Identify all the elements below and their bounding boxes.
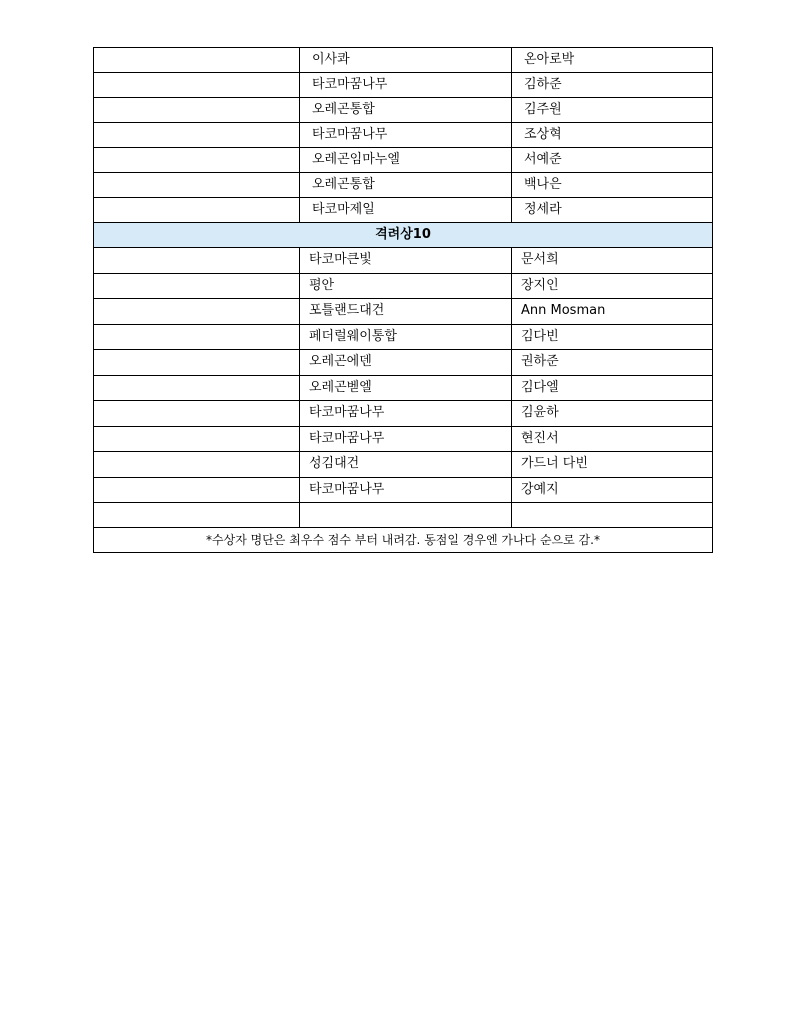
organization-cell: 평안 <box>300 273 512 299</box>
empty-cell <box>94 98 300 123</box>
recipient-name-cell: 서예준 <box>512 148 713 173</box>
table-row <box>94 73 713 98</box>
empty-cell <box>300 503 512 528</box>
recipient-name-cell: 김윤하 <box>512 401 713 427</box>
organization-cell: 성김대건 <box>300 452 512 478</box>
table-row <box>94 350 713 376</box>
empty-cell <box>94 173 300 198</box>
footnote: *수상자 명단은 최우수 점수 부터 내려감. 동점일 경우엔 가나다 순으로 감.* <box>94 528 713 553</box>
section-header-row <box>94 223 713 248</box>
empty-cell <box>94 350 300 376</box>
organization-cell: 타코마꿈나무 <box>300 73 512 98</box>
awards-table <box>93 47 713 553</box>
empty-cell <box>94 273 300 299</box>
organization-cell: 타코마꿈나무 <box>300 401 512 427</box>
empty-cell <box>94 148 300 173</box>
empty-cell <box>94 324 300 350</box>
organization-cell: 포틀랜드대건 <box>300 299 512 325</box>
table-row <box>94 299 713 325</box>
empty-cell <box>94 73 300 98</box>
footnote-row <box>94 528 713 553</box>
recipient-name-cell: 김다엘 <box>512 375 713 401</box>
recipient-name-cell: 김주원 <box>512 98 713 123</box>
empty-cell <box>94 198 300 223</box>
table-row <box>94 401 713 427</box>
empty-cell <box>94 123 300 148</box>
table-row <box>94 452 713 478</box>
recipient-name-cell: 강예지 <box>512 477 713 503</box>
organization-cell: 오레곤통합 <box>300 98 512 123</box>
recipient-name-cell: 장지인 <box>512 273 713 299</box>
organization-cell: 오레곤임마누엘 <box>300 148 512 173</box>
table-row <box>94 248 713 274</box>
recipient-name-cell: 온아로박 <box>512 48 713 73</box>
empty-row <box>94 503 713 528</box>
empty-cell <box>94 426 300 452</box>
table-row <box>94 48 713 73</box>
organization-cell: 오레곤통합 <box>300 173 512 198</box>
table-row <box>94 198 713 223</box>
empty-cell <box>94 503 300 528</box>
recipient-name-cell: 문서희 <box>512 248 713 274</box>
table-footer <box>94 503 713 553</box>
recipient-name-cell: 정세라 <box>512 198 713 223</box>
recipient-name-cell: 백나은 <box>512 173 713 198</box>
organization-cell: 타코마꿈나무 <box>300 477 512 503</box>
table-row <box>94 123 713 148</box>
recipient-name-cell: 김다빈 <box>512 324 713 350</box>
recipient-name-cell: 권하준 <box>512 350 713 376</box>
organization-cell: 오레곤벧엘 <box>300 375 512 401</box>
encouragement-award-rows <box>94 248 713 503</box>
recipient-name-cell: 현진서 <box>512 426 713 452</box>
organization-cell: 오레곤에덴 <box>300 350 512 376</box>
table-row <box>94 148 713 173</box>
table-row <box>94 375 713 401</box>
recipient-name-cell: 가드너 다빈 <box>512 452 713 478</box>
empty-cell <box>94 452 300 478</box>
empty-cell <box>94 48 300 73</box>
table-row <box>94 324 713 350</box>
table-row <box>94 426 713 452</box>
top-award-rows <box>94 48 713 223</box>
organization-cell: 이사콰 <box>300 48 512 73</box>
recipient-name-cell: 조상혁 <box>512 123 713 148</box>
empty-cell <box>94 248 300 274</box>
empty-cell <box>512 503 713 528</box>
table-row <box>94 477 713 503</box>
organization-cell: 타코마제일 <box>300 198 512 223</box>
organization-cell: 타코마큰빛 <box>300 248 512 274</box>
organization-cell: 타코마꿈나무 <box>300 426 512 452</box>
section-title: 격려상10 <box>94 223 713 248</box>
encouragement-section <box>94 223 713 248</box>
empty-cell <box>94 477 300 503</box>
table-row <box>94 173 713 198</box>
recipient-name-cell: 김하준 <box>512 73 713 98</box>
empty-cell <box>94 299 300 325</box>
recipient-name-cell: Ann Mosman <box>512 299 713 325</box>
empty-cell <box>94 375 300 401</box>
empty-cell <box>94 401 300 427</box>
organization-cell: 타코마꿈나무 <box>300 123 512 148</box>
table-row <box>94 98 713 123</box>
organization-cell: 페더럴웨이통합 <box>300 324 512 350</box>
table-row <box>94 273 713 299</box>
